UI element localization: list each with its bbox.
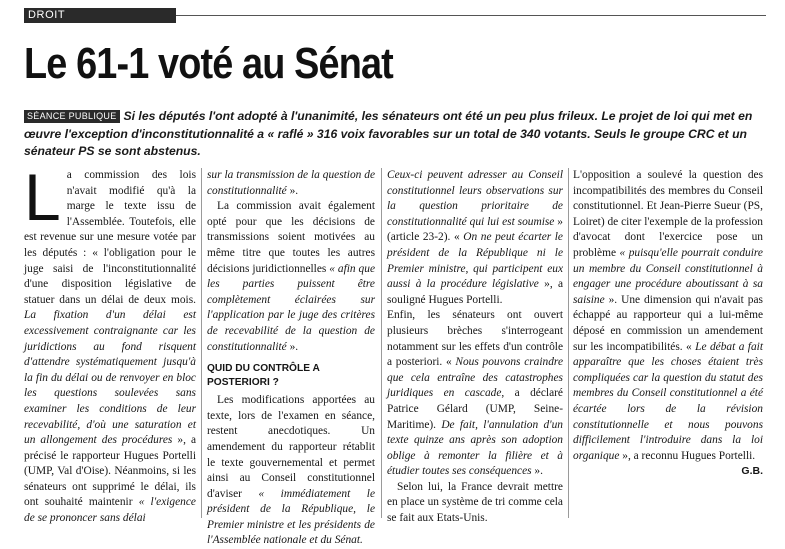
col3-paragraph-3: Selon lui, la France devrait mettre en place un système de tri comme cela se fait aux Etats-Unis. xyxy=(387,480,563,525)
col3-quote-1: Ceux-ci peuvent adresser au Conseil constitutionnel leurs observations sur la question prioritaire de constitutionnalité qui lui est soumise xyxy=(387,169,563,228)
column-rule-3 xyxy=(568,168,569,518)
col2-text-2b: ». xyxy=(286,340,299,353)
column-1 xyxy=(24,160,197,525)
col2-paragraph-2 xyxy=(207,199,375,355)
col3-paragraph-1 xyxy=(387,168,563,308)
col2-text-3a: Les modifications apportées au texte, lors de l'examen en séance, restent anecdotiques. Un amendement du rapporteur rétablit le texte gouvernemental et permet ainsi au Conseil constitutionnel d'aviser xyxy=(207,394,375,500)
column-4 xyxy=(573,168,763,520)
col2-quote-3: « immédiatement le président de la République, le Premier ministre et les présidents de l'Assemblée nationale et du Sénat. xyxy=(207,487,376,547)
author-signature: G.B. xyxy=(741,465,763,478)
section-rubric: DROIT CONSTITUTIONNEL xyxy=(24,8,176,23)
col3-text-1a: » (article 23-2). « xyxy=(387,215,563,244)
column-rule-1 xyxy=(201,168,202,518)
col3-text-2a: Enfin, les sénateurs ont ouvert plusieurs brèches s'interrogeant notamment sur les effets d'un contrôle a posteriori. « xyxy=(387,309,563,369)
standfirst xyxy=(24,108,768,161)
col4-text-c: », a reconnu Hugues Portelli. xyxy=(619,449,756,462)
col3-quote-3: Nous pouvons craindre que cela entraîne des catastrophes juridiques en cascade xyxy=(387,356,564,400)
rubric-rule xyxy=(176,15,766,16)
col2-text-2a: La commission avait également opté pour que les décisions de transmissions soient motivées au même titre que toutes les autres décisions juridictionnelles xyxy=(207,200,375,275)
headline: Le 61-1 voté au Sénat xyxy=(24,39,393,88)
col3-quote-4: De fait, l'annulation d'un texte quinze ans après son adoption oblige à remonter la filière et à étudier toutes ses conséquences xyxy=(387,418,563,478)
column-rule-2 xyxy=(381,168,382,518)
col1-quote: La fixation d'un délai est excessivement contraignante car les juridictions au fond risquent d'attendre systématiquement jusqu'à la fin du délai ou de renvoyer en bloc les questions soulevées sans examiner les conditions de leur recevabilité, d'où une saturation et un allongement des procédures xyxy=(24,309,196,447)
column-3 xyxy=(387,168,564,525)
col4-quote-2: Le débat a fait apparaître que les choses étaient très compliquées car la question du statut des membres du Conseil constitutionnel a été écartée lors de la révision constitutionnelle et nous pouvons difficilement l'introduire dans la loi organique xyxy=(573,340,763,462)
col2-paragraph-1 xyxy=(207,168,375,199)
col1-text-a: a commission des lois n'avait modifié qu'à la marge le texte issu de l'Assemblée. Toutefois, elle est revenue sur une mesure votée par les députés : « l'obligation pour le juge saisi de l'inconstitutionnalité d'une disposition législative de statuer dans un délai de deux mois. xyxy=(24,169,196,306)
subheading: QUID DU CONTRÔLE A POSTERIORI ? xyxy=(207,363,320,389)
col3-text-2b: , a déclaré Patrice Gélard (UMP, Seine-Maritime). xyxy=(387,387,563,431)
standfirst-tag: SÉANCE PUBLIQUE xyxy=(24,110,120,123)
col4-text-b: ». Une dimension qui n'avait pas échappé au rapporteur qui a lui-même déposé en commission un amendement sur les incompatibilités. « xyxy=(573,293,763,353)
col4-paragraph xyxy=(573,168,763,478)
col4-text-a: L'opposition a soulevé la question des incompatibilités des membres du Conseil constitutionnel. Et Jean-Pierre Sueur (PS, Loiret) de citer l'exemple de la profession d'avocat dont l'exercice pose un problème xyxy=(573,169,763,259)
col4-quote-1: « puisqu'elle pourrait conduire un membre du Conseil constitutionnel à engager une procédure aboutissant à sa saisine xyxy=(573,246,763,306)
standfirst-text: Si les députés l'ont adopté à l'unanimité, les sénateurs ont été un peu plus frileux. Le projet de loi qui met en œuvre l'exception d'inconstitutionnalité a « raflé » 316 voix favorables sur un total de 340 votants. Seuls le groupe CRC et un sénateur PS se sont abstenus. xyxy=(24,109,753,158)
col2-quote-1: sur la transmission de la question de constitutionnalité xyxy=(207,169,375,197)
column-2 xyxy=(207,168,376,547)
col3-text-1b: », a souligné Hugues Portelli. xyxy=(387,278,564,306)
col1-text-b: », a précisé le rapporteur Hugues Portelli (UMP, Val d'Oise). Néanmoins, si les sénateurs ont supprimé le délai, ils ont souhaité maintenir xyxy=(24,434,197,509)
drop-cap: L xyxy=(24,160,61,234)
col3-paragraph-2 xyxy=(387,308,563,480)
col3-quote-2: On ne peut écarter le président de la République ni le Premier ministre, qui participent eux aussi à la procédure législative xyxy=(387,231,563,291)
col1-quote-2: « l'exigence de se prononcer sans délai xyxy=(24,496,196,525)
col3-text-2c: ». xyxy=(531,465,543,478)
col2-quote-2: « afin que les parties puissent être complètement éclairées sur l'application par le juge des critères de recevabilité de la question de constitutionnalité xyxy=(207,262,375,353)
col2-paragraph-3 xyxy=(207,393,375,549)
col2-text-1: ». xyxy=(286,184,299,197)
